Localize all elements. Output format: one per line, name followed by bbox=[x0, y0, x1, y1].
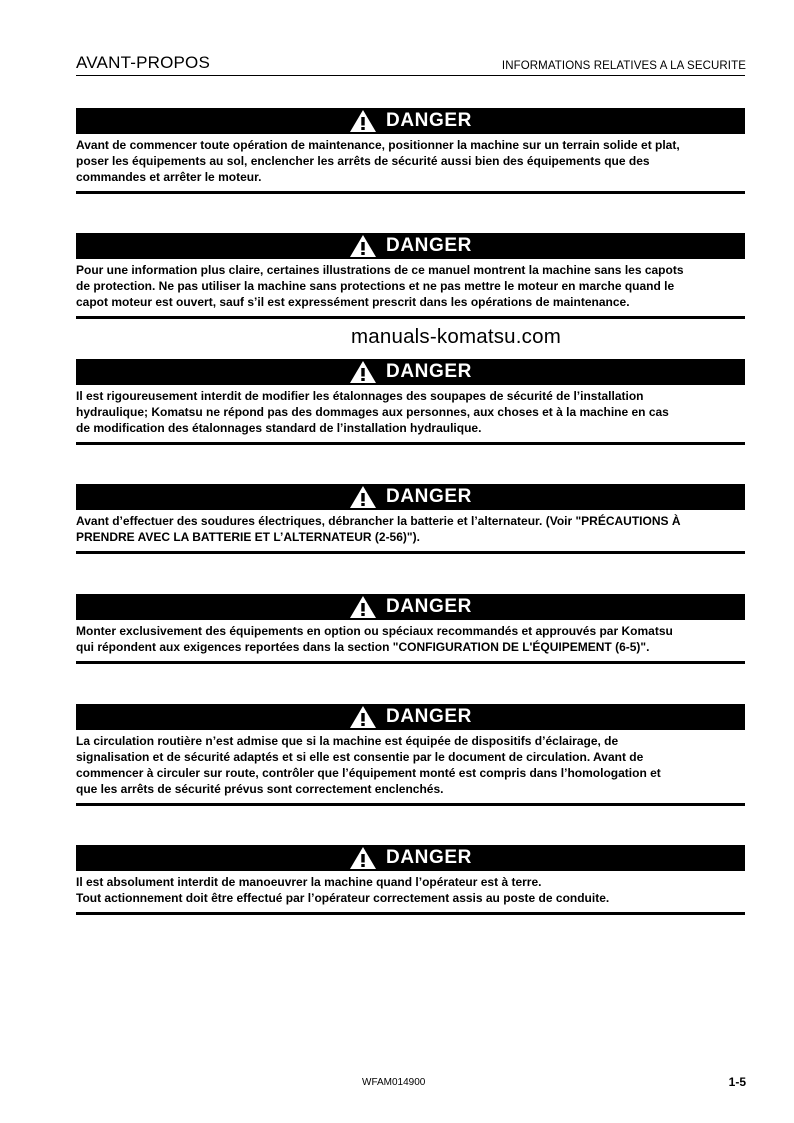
danger-text-line: signalisation et de sécurité adaptés et si elle est consentie par le document de circulation. Avant de bbox=[76, 750, 644, 764]
warning-triangle-icon bbox=[349, 485, 377, 509]
danger-warning bbox=[76, 484, 745, 554]
danger-warning bbox=[76, 359, 745, 445]
danger-banner bbox=[76, 359, 745, 385]
document-code: WFAM014900 bbox=[362, 1077, 426, 1088]
danger-label: DANGER bbox=[386, 847, 472, 868]
danger-text bbox=[76, 134, 745, 194]
warning-triangle-icon bbox=[349, 234, 377, 258]
page-number: 1-5 bbox=[728, 1075, 746, 1089]
danger-text bbox=[76, 730, 745, 806]
danger-text bbox=[76, 510, 745, 554]
danger-text bbox=[76, 871, 745, 915]
warning-triangle-icon bbox=[349, 846, 377, 870]
danger-text-line: poser les équipements au sol, enclencher les arrêts de sécurité aussi bien des équipements que des bbox=[76, 154, 650, 168]
subsection-title: INFORMATIONS RELATIVES A LA SECURITE bbox=[501, 60, 746, 72]
danger-text-line: Avant d’effectuer des soudures électriques, débrancher la batterie et l’alternateur. (Voir "PRÉCAUTIONS À bbox=[76, 514, 681, 528]
danger-warning bbox=[76, 845, 745, 915]
section-title: AVANT-PROPOS bbox=[76, 53, 211, 72]
danger-text-line: qui répondent aux exigences reportées dans la section "CONFIGURATION DE L'ÉQUIPEMENT (6-5)". bbox=[76, 640, 650, 654]
danger-label: DANGER bbox=[386, 235, 472, 256]
danger-text-line: Pour une information plus claire, certaines illustrations de ce manuel montrent la machine sans les capots bbox=[76, 263, 684, 277]
warning-triangle-icon bbox=[349, 109, 377, 133]
danger-banner bbox=[76, 108, 745, 134]
danger-label: DANGER bbox=[386, 486, 472, 507]
danger-warning bbox=[76, 594, 745, 664]
danger-text-line: de protection. Ne pas utiliser la machine sans protections et ne pas mettre le moteur en marche quand le bbox=[76, 279, 675, 293]
danger-label: DANGER bbox=[386, 110, 472, 131]
danger-text-line: que les arrêts de sécurité prévus sont correctement enclenchés. bbox=[76, 782, 444, 796]
danger-warning bbox=[76, 233, 745, 319]
danger-label: DANGER bbox=[386, 706, 472, 727]
danger-banner bbox=[76, 594, 745, 620]
danger-text bbox=[76, 259, 745, 319]
danger-text-line: Il est rigoureusement interdit de modifier les étalonnages des soupapes de sécurité de l’installation bbox=[76, 389, 644, 403]
danger-warning bbox=[76, 108, 745, 194]
danger-text-line: La circulation routière n’est admise que si la machine est équipée de dispositifs d’éclairage, de bbox=[76, 734, 619, 748]
danger-banner bbox=[76, 845, 745, 871]
danger-text-line: capot moteur est ouvert, sauf s’il est expressément prescrit dans les opérations de maintenance. bbox=[76, 295, 630, 309]
danger-text-line: Monter exclusivement des équipements en option ou spéciaux recommandés et approuvés par Komatsu bbox=[76, 624, 673, 638]
danger-banner bbox=[76, 704, 745, 730]
danger-text-line: Il est absolument interdit de manoeuvrer la machine quand l’opérateur est à terre. bbox=[76, 875, 542, 889]
danger-text-line: PRENDRE AVEC LA BATTERIE ET L’ALTERNATEUR (2-56)"). bbox=[76, 530, 420, 544]
danger-text bbox=[76, 620, 745, 664]
danger-text-line: commencer à circuler sur route, contrôler que l’équipement monté est compris dans l’homologation et bbox=[76, 766, 661, 780]
danger-warning bbox=[76, 704, 745, 806]
danger-text-line: commandes et arrêter le moteur. bbox=[76, 170, 262, 184]
danger-text-line: de modification des étalonnages standard de l’installation hydraulique. bbox=[76, 421, 482, 435]
danger-text-line: Tout actionnement doit être effectué par l’opérateur correctement assis au poste de conduite. bbox=[76, 891, 610, 905]
header-divider bbox=[76, 75, 745, 76]
danger-banner bbox=[76, 233, 745, 259]
danger-text bbox=[76, 385, 745, 445]
danger-text-line: hydraulique; Komatsu ne répond pas des dommages aux personnes, aux choses et à la machine en cas bbox=[76, 405, 669, 419]
warning-triangle-icon bbox=[349, 360, 377, 384]
watermark: manuals-komatsu.com bbox=[351, 325, 562, 348]
danger-banner bbox=[76, 484, 745, 510]
danger-label: DANGER bbox=[386, 361, 472, 382]
warning-triangle-icon bbox=[349, 705, 377, 729]
danger-label: DANGER bbox=[386, 596, 472, 617]
danger-text-line: Avant de commencer toute opération de maintenance, positionner la machine sur un terrain solide et plat, bbox=[76, 138, 680, 152]
warning-triangle-icon bbox=[349, 595, 377, 619]
